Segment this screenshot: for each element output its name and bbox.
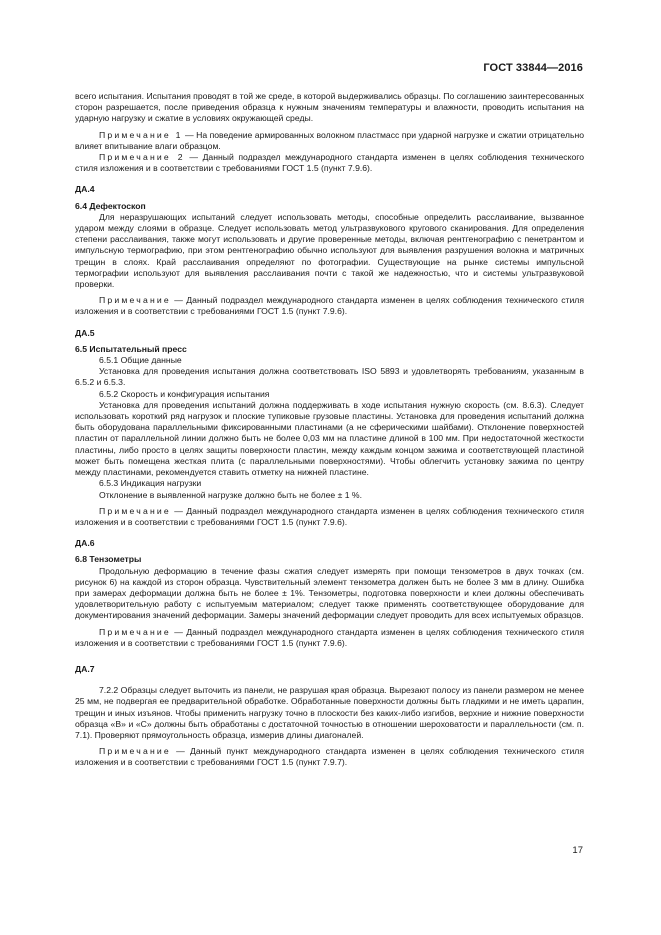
paragraph-6-5-2: Установка для проведения испытаний должна поддерживать в ходе испытания нужную скорость (см. 8.6.3). Следует использовать короткий ряд нагрузок и плоские тупиковые грузовые пластины. Установка для проведения испытаний должна быть оборудована параллельными фиксированными пластинами (а не сферическими шайбами). Отклонение поверхностей пластин от параллельной линии должно быть не более 0,03 мм на пластине длиной в 100 мм. При недостаточной жесткости пластины, либо просто в целях защиты поверхности пластин, между каждым концом зажима и соответствующей пластиной может быть помещена жесткая плита (с параллельными поверхностями). Чтобы облегчить установку зажима по центру между пластинами, рекомендуется ставить отметку на нижней пластине.: [75, 399, 584, 478]
note-4: [75, 506, 584, 528]
paragraph-continued: всего испытания. Испытания проводят в той же среде, в которой выдерживались образцы. По соглашению заинтересованных сторон разрешается, после приведения образца к нужным значениям температуры и влажности, проводить испытания на ударную нагрузку и сжатие в условиях окружающей среды.: [75, 91, 584, 124]
appendix-heading-da5: ДА.5: [75, 327, 95, 338]
appendix-heading-da6: ДА.6: [75, 538, 95, 549]
note-text: — Данный подраздел международного стандарта изменен в целях соблюдения технического стиля изложения и в соответствии с требованиями ГОСТ 1.5 (пункт 7.9.6).: [75, 505, 584, 527]
appendix-heading-da4: ДА.4: [75, 184, 95, 195]
page-content: [75, 91, 584, 769]
note-label: Примечание 2: [99, 152, 185, 163]
note-text: — Данный подраздел международного стандарта изменен в целях соблюдения технического стиля изложения и в соответствии с требованиями ГОСТ 1.5 (пункт 7.9.6).: [75, 152, 584, 174]
page-number: 17: [572, 845, 583, 856]
note-label: Примечание: [99, 295, 171, 306]
paragraph-6-5-3: Отклонение в выявленной нагрузке должно быть не более ± 1 %.: [99, 489, 362, 500]
note-label: Примечание: [99, 626, 171, 637]
paragraph-6-5-1: Установка для проведения испытания должна соответствовать ISO 5893 и удовлетворять требованиям, указанным в 6.5.2 и 6.5.3.: [75, 366, 584, 388]
subsection-6-5-2: 6.5.2 Скорость и конфигурация испытания: [99, 388, 270, 399]
section-heading-6-4: 6.4 Дефектоскоп: [75, 200, 146, 211]
paragraph-7-2-2: 7.2.2 Образцы следует выточить из панели, не разрушая края образца. Вырезают полосу из панели размером не менее 25 мм, не подвергая ее предварительной обработке. Обработанные поверхности должны быть гладкими и не иметь царапин, трещин и иных изъянов. Чтобы применить нагрузку точно в плоскости без каких-либо изгибов, верхние и нижние поверхности образца «В» и «С» должны быть обработаны с достаточной точностью в отношении шероховатости и параллельности (см. п. 7.1). Проверяют прямоугольность образца, измерив длины диагоналей.: [75, 685, 584, 740]
note-label: Примечание: [99, 505, 171, 516]
note-5: [75, 627, 584, 649]
note-6: [75, 746, 584, 768]
note-3: [75, 295, 584, 317]
note-label: Примечание: [99, 746, 171, 757]
paragraph-6-4: Для неразрушающих испытаний следует использовать методы, способные определить расслаивание, вызванное ударом между слоями в образце. Следует использовать метод ультразвукового кругового сканирования. Для определения степени расслаивания, также могут использовать и другие проверенные методы, включая рентгенографию с пенетрантом и импульсную термографию, при этом рентгенографию обычно используют для выявления разрушения волокна и матричных трещин в слоях. Край расслаивания определяют по фотографии. Существующие на рынке системы импульсной термографии используют для выявления расслаивания почти с такой же надежностью, что и системы ультразвуковой проверки.: [75, 211, 584, 290]
note-1: [75, 130, 584, 152]
subsection-6-5-1: 6.5.1 Общие данные: [99, 355, 182, 366]
note-text: — На поведение армированных волокном пластмасс при ударной нагрузке и сжатии отрицательно влияет впитывание влаги образцом.: [75, 129, 585, 151]
subsection-6-5-3: 6.5.3 Индикация нагрузки: [99, 478, 202, 489]
appendix-heading-da7: ДА.7: [75, 663, 95, 674]
paragraph-6-8: Продольную деформацию в течение фазы сжатия следует измерять при помощи тензометров в двух точках (см. рисунок 6) на каждой из сторон образца. Чувствительный элемент тензометра должен быть не более 3 мм в длину. Ошибка при замерах деформации должна быть не более ± 1%. Тензометры, подготовка поверхности и клеи должны обеспечивать удовлетворительную работу с испытуемым материалом; следует также применять соответствующее оборудование для документирования значений деформации. Замеры значений деформации следует проводить для всех испытуемых образцов.: [75, 565, 584, 621]
note-label: Примечание 1: [99, 129, 183, 140]
note-2: [75, 152, 584, 174]
note-text: — Данный подраздел международного стандарта изменен в целях соблюдения технического стиля изложения и в соответствии с требованиями ГОСТ 1.5 (пункт 7.9.6).: [75, 626, 584, 648]
note-text: — Данный подраздел международного стандарта изменен в целях соблюдения технического стиля изложения и в соответствии с требованиями ГОСТ 1.5 (пункт 7.9.6).: [75, 295, 584, 317]
section-heading-6-5: 6.5 Испытательный пресс: [75, 343, 187, 354]
section-heading-6-8: 6.8 Тензометры: [75, 554, 142, 565]
standard-header: ГОСТ 33844—2016: [483, 62, 583, 74]
note-text: — Данный пункт международного стандарта изменен в целях соблюдения технического стиля изложения и в соответствии с требованиями ГОСТ 1.5 (пункт 7.9.7).: [75, 746, 584, 768]
